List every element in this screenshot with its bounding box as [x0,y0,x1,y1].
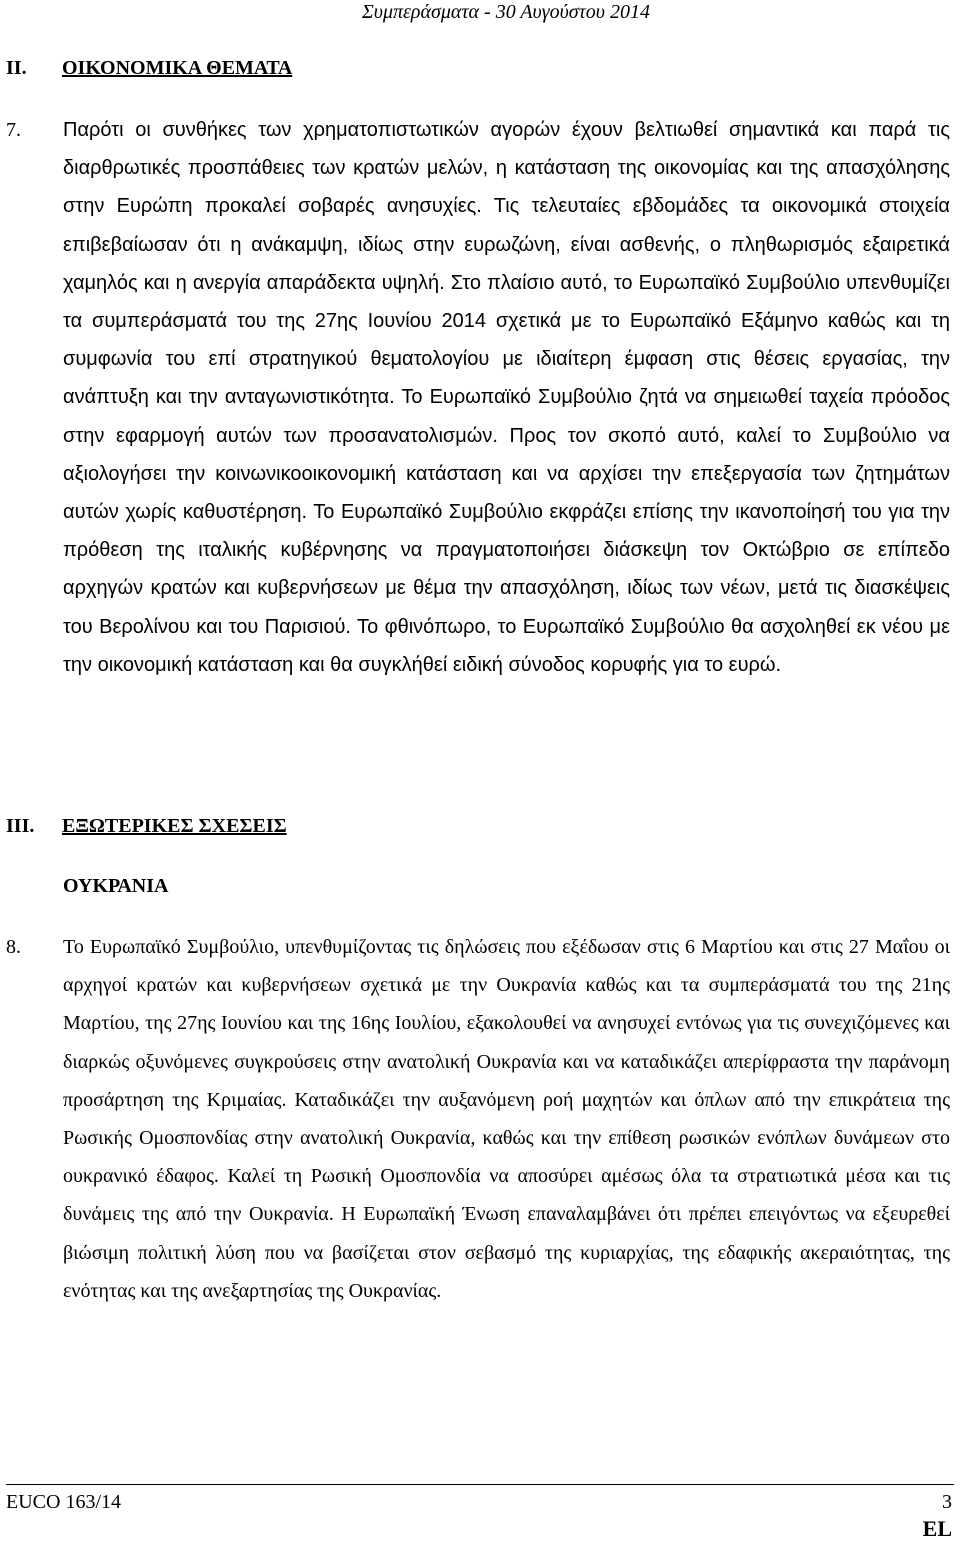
section-title: ΟΙΚΟΝΟΜΙΚΑ ΘΕΜΑΤΑ [62,57,293,79]
section-heading-external [6,814,287,838]
footer-page-number: 3 [942,1491,952,1513]
running-header: Συμπεράσματα - 30 Αυγούστου 2014 [361,1,650,23]
paragraph-8-text: Το Ευρωπαϊκό Συμβούλιο, υπενθυμίζοντας τις δηλώσεις που εξέδωσαν στις 6 Μαρτίου και στις 27 Μαΐου οι αρχηγοί κρατών και κυβερνήσεων σχετικά με την Ουκρανία καθώς και τα συμπεράσματά του της 21ης Μαρτίου, της 27ης Ιουνίου και της 16ης Ιουλίου, εξακολουθεί να ανησυχεί εντόνως για τις συνεχιζόμενες και διαρκώς οξυνόμενες συγκρούσεις στην ανατολική Ουκρανία και να καταδικάζει απερίφραστα την παράνομη προσάρτηση της Κριμαίας. Καταδικάζει την αυξανόμενη ροή μαχητών και όπλων από την επικράτεια της Ρωσικής Ομοσπονδίας στην ανατολική Ουκρανία, καθώς και την επίθεση ρωσικών ενόπλων δυνάμεων στο ουκρανικό έδαφος. Καλεί τη Ρωσική Ομοσπονδία να αποσύρει αμέσως όλα τα στρατιωτικά μέσα και τις δυνάμεις της από την Ουκρανία. Η Ευρωπαϊκή Ένωση επαναλαμβάνει ότι πρέπει επειγόντως να εξευρεθεί βιώσιμη πολιτική λύση που να βασίζεται στον σεβασμό της κυριαρχίας, της εδαφικής ακεραιότητας, της ενότητας και της ανεξαρτησίας της Ουκρανίας. [63,936,950,1302]
subheading-ukraine: ΟΥΚΡΑΝΙΑ [63,875,169,897]
paragraph-number-8: 8. [6,936,21,958]
section-title: ΕΞΩΤΕΡΙΚΕΣ ΣΧΕΣΕΙΣ [62,815,287,837]
paragraph-number-7: 7. [6,119,21,141]
footer-rule [6,1484,954,1485]
footer-language-code: EL [922,1516,952,1541]
section-heading-economic [6,56,292,80]
paragraph-7-text: Παρότι οι συνθήκες των χρηματοπιστωτικών αγορών έχουν βελτιωθεί σημαντικά και παρά τις διαρθρωτικές προσπάθειες των κρατών μελών, η κατάσταση της οικονομίας και της απασχόλησης στην Ευρώπη προκαλεί σοβαρές ανησυχίες. Τις τελευταίες εβδομάδες τα οικονομικά στοιχεία επιβεβαίωσαν ότι η ανάκαμψη, ιδίως στην ευρωζώνη, είναι ασθενής, ο πληθωρισμός εξαιρετικά χαμηλός και η ανεργία απαράδεκτα υψηλή. Στο πλαίσιο αυτό, το Ευρωπαϊκό Συμβούλιο υπενθυμίζει τα συμπεράσματά του της 27ης Ιουνίου 2014 σχετικά με το Ευρωπαϊκό Εξάμηνο καθώς και τη συμφωνία του επί στρατηγικού θεματολογίου με ιδιαίτερη έμφαση στις θέσεις εργασίας, την ανάπτυξη και την ανταγωνιστικότητα. Το Ευρωπαϊκό Συμβούλιο ζητά να σημειωθεί ταχεία πρόοδος στην εφαρμογή αυτών των προσανατολισμών. Προς τον σκοπό αυτό, καλεί το Συμβούλιο να αξιολογήσει την κοινωνικοοικονομική κατάσταση και να αρχίσει την επεξεργασία των ζητημάτων αυτών χωρίς καθυστέρηση. Το Ευρωπαϊκό Συμβούλιο εκφράζει επίσης την ικανοποίησή του για την πρόθεση της ιταλικής κυβέρνησης να πραγματοποιήσει διάσκεψη τον Οκτώβριο σε επίπεδο αρχηγών κρατών και κυβερνήσεων με θέμα την απασχόληση, ιδίως των νέων, μετά τις διασκέψεις του Βερολίνου και του Παρισιού. Το φθινόπωρο, το Ευρωπαϊκό Συμβούλιο θα ασχοληθεί εκ νέου με την οικονομική κατάσταση και θα συγκλήθεί ειδική σύνοδος κορυφής για το ευρώ. [63,119,950,676]
footer-doc-ref: EUCO 163/14 [6,1491,121,1513]
section-number: II. [6,57,27,79]
section-number: III. [6,815,35,837]
